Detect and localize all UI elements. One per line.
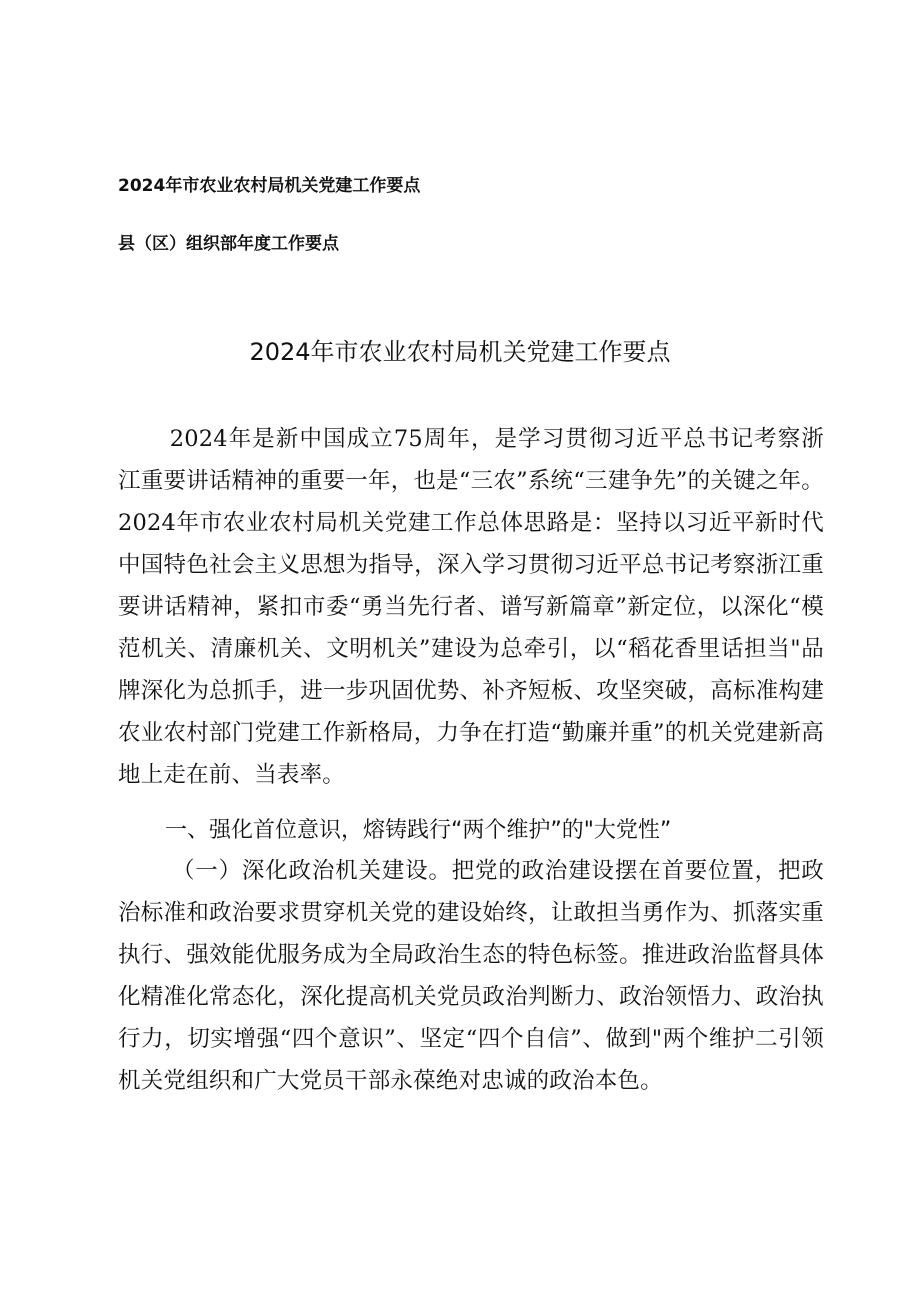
- document-title: 2024年市农业农村局机关党建工作要点: [249, 338, 671, 366]
- section-heading-1: 一、强化首位意识，熔铸践行“两个维护”的"大党性”: [165, 818, 672, 843]
- intro-paragraph: 2024年是新中国成立75周年，是学习贯彻习近平总书记考察浙江重要讲话精神的重要一年，也是“三农”系统“三建争先”的关键之年。2024年市农业农村局机关党建工作总体思路是：坚持以习近平新时代中国特色社会主义思想为指导，深入学习贯彻习近平总书记考察浙江重要讲话精神，紧扣市委“勇当先行者、谱写新篇章”新定位，以深化“模范机关、清廉机关、文明机关”建设为总牵引，以“稻花香里话担当"品牌深化为总抓手，进一步巩固优势、补齐短板、攻坚突破，高标准构建农业农村部门党建工作新格局，力争在打造“勤廉并重”的机关党建新高地上走在前、当表率。: [118, 426, 824, 788]
- toc-entry-party-building: 2024年市农业农村局机关党建工作要点: [118, 176, 421, 196]
- section-1-paragraph-1: （一）深化政治机关建设。把党的政治建设摆在首要位置，把政治标准和政治要求贯穿机关党的建设始终，让敢担当勇作为、抓落实重执行、强效能优服务成为全局政治生态的特色标签。推进政治监督具体化精准化常态化，深化提高机关党员政治判断力、政治领悟力、政治执行力，切实增强“四个意识”、坚定“四个自信”、做到"两个维护二引领机关党组织和广大党员干部永葆绝对忠诚的政治本色。: [118, 858, 824, 1094]
- toc-entry-organization-dept: 县（区）组织部年度工作要点: [118, 234, 339, 254]
